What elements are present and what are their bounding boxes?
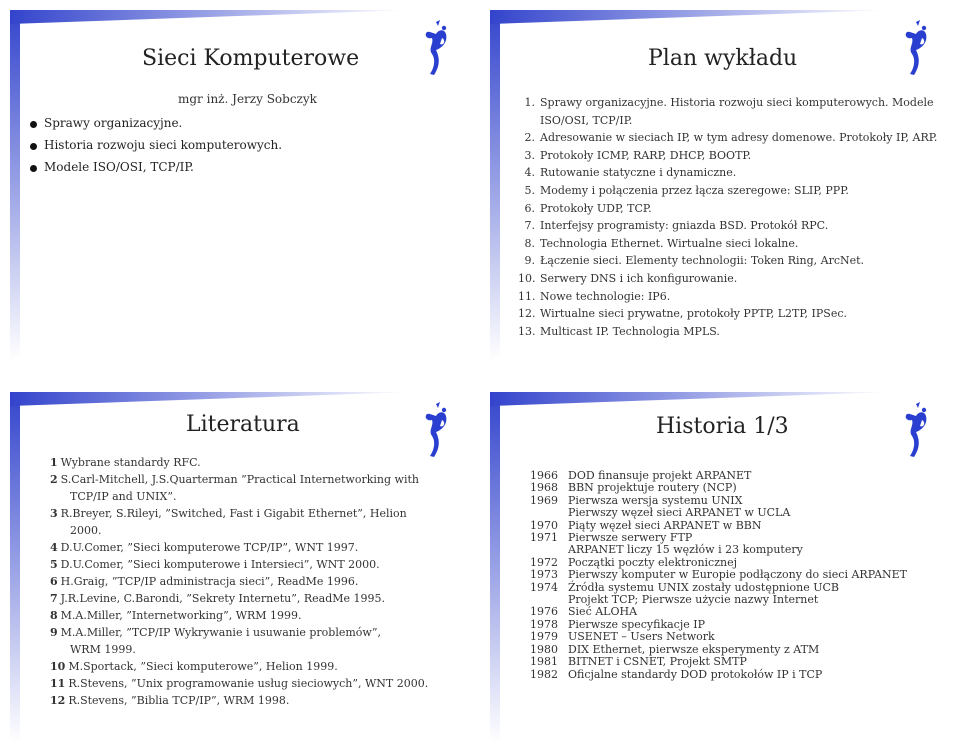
list-item	[518, 200, 938, 218]
list-number: 4.	[524, 166, 535, 180]
reference-number: 4	[50, 541, 58, 554]
reference-number: 7	[50, 592, 58, 605]
reference-number: 5	[50, 558, 58, 571]
list-item	[518, 323, 938, 341]
reference-number: 1	[50, 456, 58, 469]
slide-title-text: Literatura	[186, 412, 300, 437]
frame-left	[10, 392, 24, 742]
list-item: Modele ISO/OSI, TCP/IP.	[30, 160, 282, 174]
table-row	[530, 631, 907, 643]
list-text-line: ISO/OSI, TCP/IP.	[540, 113, 633, 127]
logo-icon	[900, 400, 932, 458]
reference-item	[50, 471, 430, 505]
reference-item	[50, 539, 430, 556]
slide-history	[490, 392, 950, 742]
list-item	[518, 235, 938, 253]
list-text	[540, 323, 720, 341]
reference-text: S.Carl-Mitchell, J.S.Quarterman ”Practical Internetworking with	[60, 473, 419, 486]
year-cell: 1971	[530, 531, 558, 545]
slide-title-text: Sieci Komputerowe	[142, 46, 360, 71]
event-cell: Pierwsze serwery FTP	[568, 531, 693, 545]
list-text	[540, 147, 751, 165]
bullet-list	[30, 116, 282, 182]
logo-icon	[420, 18, 452, 76]
list-item-continuation	[518, 112, 938, 130]
reference-item	[50, 454, 430, 471]
table-row	[530, 606, 907, 618]
table-row	[530, 669, 907, 681]
event-cell: Początki poczty elektronicznej	[568, 555, 738, 569]
reference-item	[50, 505, 430, 539]
plan-list	[518, 94, 938, 340]
list-number: 2.	[524, 131, 535, 145]
list-text-line: Modemy i połączenia przez łącza szeregowe: SLIP, PPP.	[540, 183, 849, 197]
reference-number: 10	[50, 660, 66, 673]
reference-item	[50, 556, 430, 573]
list-text	[540, 305, 847, 323]
author: mgr inż. Jerzy Sobczyk	[178, 92, 317, 106]
literature-list	[50, 454, 430, 709]
logo-icon	[900, 18, 932, 76]
list-text	[540, 252, 864, 270]
list-item	[518, 164, 938, 182]
event-cell: DOD finansuje projekt ARPANET	[568, 469, 752, 482]
list-text-line: Protokoły UDP, TCP.	[540, 201, 652, 215]
list-text-line: Interfejsy programisty: gniazda BSD. Protokół RPC.	[540, 219, 829, 233]
reference-item	[50, 675, 430, 692]
frame-top	[10, 10, 470, 28]
year-cell: 1978	[530, 617, 558, 631]
list-text-line: Wirtualne sieci prywatne, protokoły PPTP, L2TP, IPSec.	[540, 307, 847, 321]
list-item: Sprawy organizacyjne.	[30, 116, 282, 130]
table-row	[530, 569, 907, 581]
event-cell: BBN projektuje routery (NCP)	[568, 481, 737, 495]
reference-text-continuation: TCP/IP and UNIX”.	[70, 490, 177, 503]
list-item	[518, 305, 938, 323]
list-text-line: Rutowanie statyczne i dynamiczne.	[540, 166, 737, 180]
year-cell: 1973	[530, 568, 558, 582]
slide-plan	[490, 10, 950, 360]
list-text-line: Adresowanie w sieciach IP, w tym adresy domenowe. Protokoły IP, ARP.	[540, 131, 938, 145]
list-number: 10.	[518, 271, 536, 285]
event-cell: Oficjalne standardy DOD protokołów IP i TCP	[568, 667, 823, 681]
reference-text-continuation: 2000.	[70, 524, 102, 537]
reference-text: R.Stevens, ”Biblia TCP/IP”, WRM 1998.	[68, 694, 290, 707]
list-number: 9.	[524, 254, 535, 268]
table-row	[530, 656, 907, 668]
list-number: 7.	[524, 219, 535, 233]
list-number: 11.	[518, 289, 536, 303]
year-cell: 1968	[530, 481, 558, 495]
list-number: 8.	[524, 236, 535, 250]
list-number: 13.	[518, 324, 536, 338]
list-text	[540, 129, 937, 147]
list-number: 1.	[524, 96, 535, 109]
reference-text: D.U.Comer, ”Sieci komputerowe TCP/IP”, WNT 1997.	[60, 541, 359, 554]
history-table	[530, 470, 907, 681]
reference-number: 2	[50, 473, 58, 486]
reference-item	[50, 607, 430, 624]
year-cell: 1972	[530, 555, 558, 569]
list-item	[518, 270, 938, 288]
year-cell: 1980	[530, 642, 558, 656]
event-cell: Sieć ALOHA	[568, 605, 638, 619]
reference-item	[50, 590, 430, 607]
reference-text: M.A.Miller, ”TCP/IP Wykrywanie i usuwanie problemów”,	[60, 626, 381, 639]
list-number: 6.	[524, 201, 535, 215]
reference-item	[50, 658, 430, 675]
list-text	[540, 200, 652, 218]
event-cell: Pierwsze specyfikacje IP	[568, 617, 706, 631]
reference-item	[50, 692, 430, 709]
reference-number: 8	[50, 609, 58, 622]
slide-title-text: Plan wykładu	[648, 46, 798, 71]
frame-left	[490, 10, 504, 360]
list-text-line: Nowe technologie: IP6.	[540, 289, 671, 303]
list-text	[540, 182, 849, 200]
list-text	[540, 217, 828, 235]
list-text-line: Serwery DNS i ich konfigurowanie.	[540, 271, 738, 285]
list-text-line: Łączenie sieci. Elementy technologii: Token Ring, ArcNet.	[540, 254, 865, 268]
list-text-line: Sprawy organizacyjne. Historia rozwoju sieci komputerowych. Modele	[540, 96, 934, 109]
year-cell: 1976	[530, 605, 558, 619]
reference-text: Wybrane standardy RFC.	[60, 456, 201, 469]
reference-text: R.Breyer, S.Rileyi, ”Switched, Fast i Gigabit Ethernet”, Helion	[60, 507, 407, 520]
year-cell: 1979	[530, 630, 558, 644]
list-item	[518, 147, 938, 165]
slide-title-text: Historia 1/3	[656, 414, 789, 439]
list-number: 3.	[524, 148, 535, 162]
event-cell: DIX Ethernet, pierwsze eksperymenty z ATM	[568, 642, 820, 656]
event-cell: Pierwszy komputer w Europie podłączony do sieci ARPANET	[568, 568, 908, 582]
frame-left	[10, 10, 24, 360]
list-number: 12.	[518, 307, 536, 321]
reference-number: 6	[50, 575, 58, 588]
year-cell: 1982	[530, 667, 558, 681]
year-cell: 1969	[530, 493, 558, 507]
frame-top	[490, 10, 950, 28]
reference-text-continuation: WRM 1999.	[70, 643, 136, 656]
reference-item	[50, 624, 430, 658]
slide-title	[10, 10, 470, 360]
year-cell: 1974	[530, 580, 558, 594]
reference-text: M.A.Miller, ”Internetworking”, WRM 1999.	[60, 609, 302, 622]
event-cell: Pierwszy węzeł sieci ARPANET w UCLA	[568, 506, 791, 520]
list-text-line: Protokoły ICMP, RARP, DHCP, BOOTP.	[540, 148, 752, 162]
reference-item	[50, 573, 430, 590]
list-text-line: Technologia Ethernet. Wirtualne sieci lokalne.	[540, 236, 799, 250]
reference-number: 9	[50, 626, 58, 639]
event-cell: Projekt TCP; Pierwsze użycie nazwy Internet	[568, 593, 819, 607]
frame-top	[10, 392, 470, 410]
list-text	[540, 288, 670, 306]
year-cell: 1970	[530, 518, 558, 532]
year-cell	[530, 507, 568, 519]
table-row	[530, 482, 907, 494]
reference-text: M.Sportack, ”Sieci komputerowe”, Helion 1999.	[68, 660, 338, 673]
list-text-line: Multicast IP. Technologia MPLS.	[540, 324, 720, 338]
list-text	[540, 164, 736, 182]
reference-number: 11	[50, 677, 66, 690]
list-item	[518, 288, 938, 306]
list-item: Historia rozwoju sieci komputerowych.	[30, 138, 282, 152]
list-item	[518, 217, 938, 235]
table-row	[530, 544, 907, 556]
list-text	[540, 270, 737, 288]
list-item	[518, 94, 938, 112]
year-cell	[530, 544, 568, 556]
list-item	[518, 129, 938, 147]
list-item	[518, 182, 938, 200]
year-cell: 1981	[530, 655, 558, 669]
year-cell: 1966	[530, 469, 558, 482]
slide-literature	[10, 392, 470, 742]
frame-left	[490, 392, 504, 742]
reference-text: R.Stevens, ”Unix programowanie usług sieciowych”, WNT 2000.	[68, 677, 429, 690]
event-cell: Pierwsza wersja systemu UNIX	[568, 493, 743, 507]
event-cell: Źródła systemu UNIX zostały udostępnione UCB	[568, 580, 839, 594]
list-text	[540, 235, 798, 253]
event-cell: Piąty węzeł sieci ARPANET w BBN	[568, 518, 762, 532]
event-cell: USENET – Users Network	[568, 630, 715, 644]
frame-top	[490, 392, 950, 410]
reference-text: D.U.Comer, ”Sieci komputerowe i Intersieci”, WNT 2000.	[60, 558, 380, 571]
logo-icon	[420, 400, 452, 458]
list-item	[518, 252, 938, 270]
list-number: 5.	[524, 183, 535, 197]
reference-text: H.Graig, ”TCP/IP administracja sieci”, ReadMe 1996.	[60, 575, 359, 588]
reference-number: 3	[50, 507, 58, 520]
event-cell: BITNET i CSNET, Projekt SMTP	[568, 655, 747, 669]
list-text	[540, 94, 934, 112]
table-row	[530, 507, 907, 519]
reference-text: J.R.Levine, C.Barondi, ”Sekrety Internetu”, ReadMe 1995.	[60, 592, 386, 605]
reference-number: 12	[50, 694, 66, 707]
event-cell: ARPANET liczy 15 węzłów i 23 komputery	[568, 543, 803, 557]
